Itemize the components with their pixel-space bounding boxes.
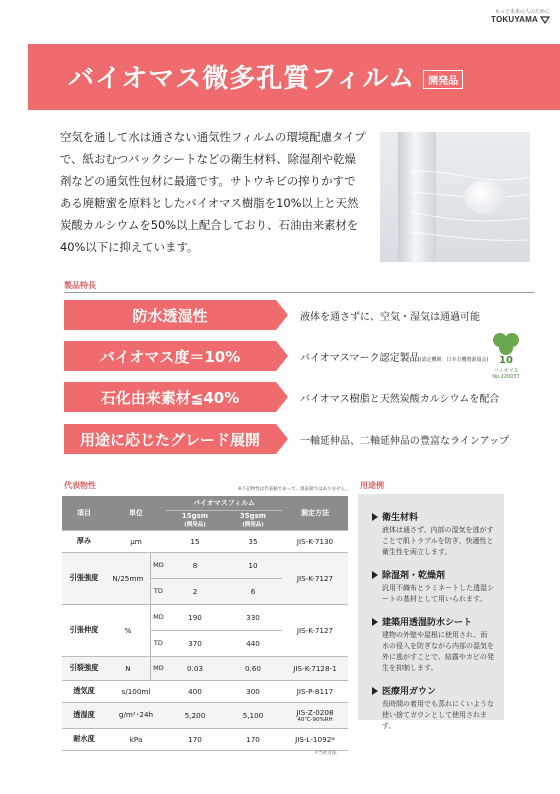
header-35gsm-label: 35gsm xyxy=(239,512,267,520)
biomass-number: No.220037 xyxy=(492,374,520,380)
header-15gsm xyxy=(166,510,224,530)
airflow-lines-image xyxy=(380,132,530,262)
row-method: JIS-P-8117 xyxy=(282,680,348,702)
tokuyama-logo-icon xyxy=(540,16,550,24)
row-35gsm: 10 xyxy=(224,552,282,578)
row-direction: MD xyxy=(150,656,166,680)
row-method: JIS-L-1092* xyxy=(282,728,348,750)
use-item xyxy=(372,568,494,605)
biomass-leaf-icon xyxy=(486,328,526,364)
feature-waterproof xyxy=(64,300,480,330)
row-15gsm: 15 xyxy=(166,530,224,552)
header-film: バイオマスフィルム xyxy=(166,496,282,510)
diaper-image xyxy=(464,180,506,214)
row-35gsm: 6 xyxy=(224,578,282,604)
properties-table xyxy=(62,496,348,751)
row-unit: kPa xyxy=(106,728,166,750)
row-35gsm: 0.60 xyxy=(224,656,282,680)
use-title: 除湿剤・乾燥剤 xyxy=(372,568,494,581)
row-35gsm: 170 xyxy=(224,728,282,750)
brand xyxy=(491,8,550,24)
header-unit: 単位 xyxy=(106,496,166,530)
row-15gsm: 5,200 xyxy=(166,702,224,728)
row-15gsm: 190 xyxy=(166,604,224,630)
row-item: 引張強度 xyxy=(62,552,106,604)
biomass-mark xyxy=(486,328,526,380)
row-unit: N/25mm xyxy=(106,552,150,604)
header-35gsm xyxy=(224,510,282,530)
use-title: 建築用透湿防水シート xyxy=(372,615,494,628)
use-body: 長時間の着用でも蒸れにくいような使い捨てガウンとして使用されます。 xyxy=(382,700,494,730)
row-method-line1: JIS-Z-0208 xyxy=(296,707,334,717)
brand-name: TOKUYAMA xyxy=(491,15,538,24)
row-item: 引張伸度 xyxy=(62,604,106,656)
row-method: JIS-K-7130 xyxy=(282,530,348,552)
features-label: 製品特長 xyxy=(64,281,96,290)
table-row xyxy=(62,604,348,630)
row-15gsm: 8 xyxy=(166,552,224,578)
row-item: 透気度 xyxy=(62,680,106,702)
row-15gsm: 2 xyxy=(166,578,224,604)
header-15gsm-label: 15gsm xyxy=(181,512,209,520)
feature-petroleum xyxy=(64,382,499,412)
row-method: JIS-K-7127 xyxy=(282,552,348,604)
table-row xyxy=(62,680,348,702)
use-title: 医療用ガウン xyxy=(372,684,494,697)
use-title: 衛生材料 xyxy=(372,510,494,523)
row-item: 耐水度 xyxy=(62,728,106,750)
feature-desc: 液体を通さずに、空気・湿気は通過可能 xyxy=(300,311,480,323)
row-direction: TD xyxy=(150,578,166,604)
properties-footnote: ＊当社方法 xyxy=(314,751,337,756)
row-item: 透湿度 xyxy=(62,702,106,728)
properties-label: 代表物性 xyxy=(64,481,96,490)
biomass-percent: 10 xyxy=(499,355,513,364)
feature-desc-note: (認定機関：日本有機資源協会) xyxy=(419,356,489,363)
uses-label: 用途例 xyxy=(360,481,384,490)
row-method-line2: 40℃-90%RH xyxy=(297,716,333,723)
table-row xyxy=(62,656,348,680)
use-item xyxy=(372,615,494,674)
feature-desc: バイオマス樹脂と天然炭酸カルシウムを配合 xyxy=(300,393,500,405)
use-item xyxy=(372,510,494,558)
header-15gsm-sub: (開発品) xyxy=(184,522,206,528)
use-body: 液体は通さず、内部の湿気を逃がすことで肌トラブルを防ぎ、快適性と衛生性を両立します。 xyxy=(382,526,494,556)
row-35gsm: 330 xyxy=(224,604,282,630)
row-method: JIS-K-7127 xyxy=(282,604,348,656)
table-row xyxy=(62,530,348,552)
properties-note: ※下記物性は代表値であって、保証値ではありません。 xyxy=(238,487,350,492)
uses-panel xyxy=(358,494,504,730)
header-35gsm-sub: (開発品) xyxy=(242,522,264,528)
table-row xyxy=(62,728,348,750)
development-badge: 開発品 xyxy=(423,70,463,89)
header-item: 項目 xyxy=(62,496,106,530)
brand-tagline: もっと未来の人のために xyxy=(494,9,550,15)
row-15gsm: 170 xyxy=(166,728,224,750)
intro-text: 空気を通して水は通さない通気性フィルムの環境配慮タイプで、紙おむつバックシートなどの衛生材料、除湿剤や乾燥剤などの通気性包材に最適です。サトウキビの搾りかすである廃糖蜜を原料としたバイオマス樹脂を10%以上と天然炭酸カルシウムを50%以上配合しており、石油由来素材を40%以下に抑えています。 xyxy=(60,130,366,254)
row-item: 引裂強度 xyxy=(62,656,106,680)
row-unit: N xyxy=(106,656,150,680)
feature-grades xyxy=(64,424,509,454)
row-15gsm: 0.03 xyxy=(166,656,224,680)
page-title: バイオマス微多孔質フィルム xyxy=(68,64,416,94)
table-row xyxy=(62,552,348,578)
row-item: 厚み xyxy=(62,530,106,552)
table-row xyxy=(62,702,348,728)
feature-title: 防水透湿性 xyxy=(64,300,276,330)
feature-desc-text: バイオマスマーク認定製品 xyxy=(300,352,420,364)
feature-desc: 一軸延伸品、二軸延伸品の豊富なラインアップ xyxy=(300,435,509,447)
row-unit: g/m²･24h xyxy=(106,702,166,728)
row-35gsm: 440 xyxy=(224,630,282,656)
feature-title: 用途に応じたグレード展開 xyxy=(64,424,276,454)
row-35gsm: 35 xyxy=(224,530,282,552)
biomass-label: バイオマス xyxy=(493,368,519,374)
row-15gsm: 370 xyxy=(166,630,224,656)
feature-biomass xyxy=(64,341,488,371)
row-unit: μm xyxy=(106,530,166,552)
feature-title: バイオマス度＝10% xyxy=(64,341,276,371)
row-direction: TD xyxy=(150,630,166,656)
row-direction: MD xyxy=(150,604,166,630)
row-unit: s/100ml xyxy=(106,680,166,702)
row-method xyxy=(282,702,348,728)
title-banner xyxy=(28,44,560,110)
row-direction: MD xyxy=(150,552,166,578)
feature-title: 石化由来素材≦40% xyxy=(64,382,276,412)
use-item xyxy=(372,684,494,732)
brand-logo xyxy=(491,15,550,24)
row-35gsm: 300 xyxy=(224,680,282,702)
row-method: JIS-K-7128-1 xyxy=(282,656,348,680)
use-body: 建物の外壁や屋根に使用され、雨水の侵入を防ぎながら内部の湿気を外に逃がすことで、結露やカビの発生を抑制します。 xyxy=(382,631,494,672)
feature-desc xyxy=(300,349,488,364)
features-divider xyxy=(64,292,534,293)
header-method: 測定方法 xyxy=(282,496,348,530)
product-photo xyxy=(380,132,530,262)
row-15gsm: 400 xyxy=(166,680,224,702)
row-unit: % xyxy=(106,604,150,656)
row-35gsm: 5,100 xyxy=(224,702,282,728)
use-body: 汎用不織布とラミネートした透湿シートの基材として用いられます。 xyxy=(382,584,494,603)
